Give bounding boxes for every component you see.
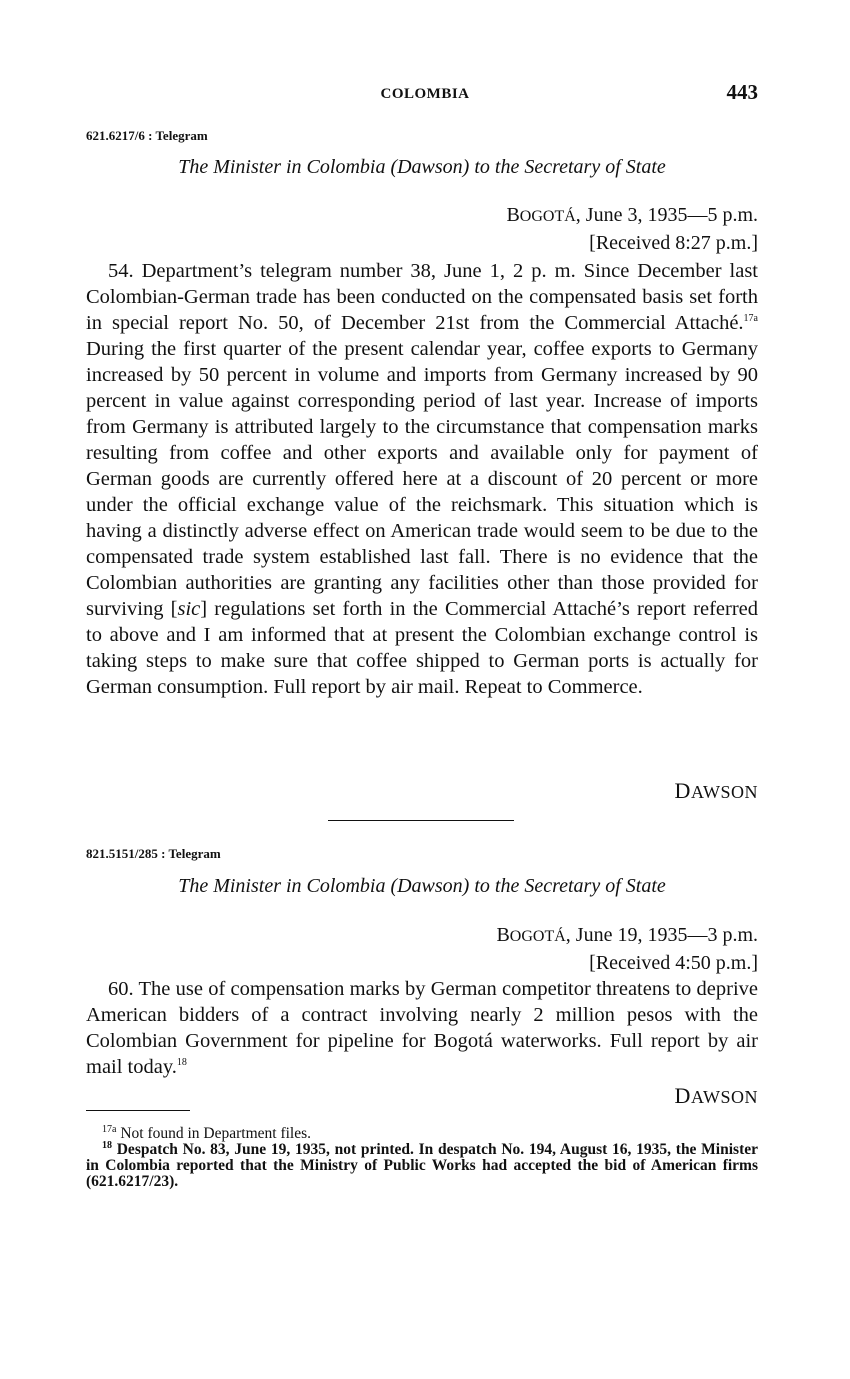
doc1-place-initial: B [506, 204, 520, 226]
doc1-body-part-3: ] regulations set forth in the Commercial Attaché’s report referred to above and I am informed that at present the Colombian exchange control is taking steps to make sure that coffee shipped to German ports is actually for German consumption. Full report by air mail. Repeat to Commerce. [86, 598, 758, 698]
running-header-title: COLOMBIA [380, 86, 470, 102]
doc2-signature-initial: D [674, 1083, 691, 1108]
footnote-18 [86, 1139, 758, 1190]
doc1-date: , June 3, 1935—5 p.m. [575, 204, 758, 226]
doc2-heading-text: The Minister in Colombia (Dawson) to the Secretary of State [178, 875, 666, 897]
doc2-body-text: 60. The use of compensation marks by German competitor threatens to deprive American bidders of a contract involving nearly 2 million pesos with the Colombian Government for pipeline for Bogotá waterworks. Full report by air mail today. [86, 978, 758, 1078]
doc2-received: [Received 4:50 p.m.] [589, 952, 758, 974]
doc2-body [86, 976, 758, 1080]
doc2-file-reference: 821.5151/285 : Telegram [86, 846, 221, 861]
footnotes [86, 1123, 758, 1190]
doc1-heading-text: The Minister in Colombia (Dawson) to the Secretary of State [178, 156, 666, 178]
doc2-signature-rest: AWSON [690, 1087, 758, 1107]
doc1-signature-initial: D [674, 778, 691, 803]
footnote-rule [86, 1110, 190, 1111]
doc1-dateline [506, 202, 758, 256]
doc1-file-reference: 621.6217/6 : Telegram [86, 128, 208, 143]
doc2-place-rest: OGOTÁ [509, 928, 566, 945]
footnote-17a-text: Not found in Department files. [116, 1125, 312, 1142]
doc2-dateline [496, 922, 758, 976]
doc1-body [86, 258, 758, 700]
doc1-signature-rest: AWSON [690, 782, 758, 802]
doc2-footnote-ref: 18 [176, 1057, 187, 1069]
footnote-18-mark: 18 [102, 1139, 112, 1151]
page-number: 443 [726, 80, 758, 104]
footnote-17a [86, 1123, 758, 1142]
doc1-sic: sic [177, 598, 201, 620]
doc1-body-part-2: During the first quarter of the present calendar year, coffee exports to Germany increased by 50 percent in volume and imports from Germany increased by 90 percent in value against corresponding period of last year. Increase of imports from Germany is attributed largely to the circumstance that compensation marks resulting from coffee and other exports and available only for payment of German goods are currently offered here at a discount of 20 percent or more under the official exchange value of the reichsmark. This situation which is having a distinctly adverse effect on American trade would seem to be due to the compensated trade system established last fall. There is no evidence that the Colombian authorities are granting any facilities other than those provided for surviving [ [86, 338, 758, 620]
doc1-place-rest: OGOTÁ [519, 208, 576, 225]
doc2-heading [86, 875, 758, 898]
doc1-footnote-ref: 17a [743, 313, 758, 325]
doc2-date: , June 19, 1935—3 p.m. [565, 924, 758, 946]
doc1-body-part-1: 54. Department’s telegram number 38, June 1, 2 p. m. Since December last Colombian-German trade has been conducted on the compensated basis set forth in special report No. 50, of December 21st from the Commercial Attaché. [86, 260, 758, 334]
doc1-received: [Received 8:27 p.m.] [589, 232, 758, 254]
doc2-place-initial: B [496, 924, 510, 946]
footnote-17a-mark: 17a [102, 1123, 117, 1135]
footnote-18-text: Despatch No. 83, June 19, 1935, not printed. In despatch No. 194, August 16, 1935, the Minister in Colombia reported that the Ministry of Public Works had accepted the bid of American firms (621.6217/23). [86, 1141, 758, 1190]
doc2-signature [675, 1083, 758, 1109]
doc1-signature [675, 778, 758, 804]
doc1-heading [86, 156, 758, 179]
section-divider [328, 820, 514, 821]
